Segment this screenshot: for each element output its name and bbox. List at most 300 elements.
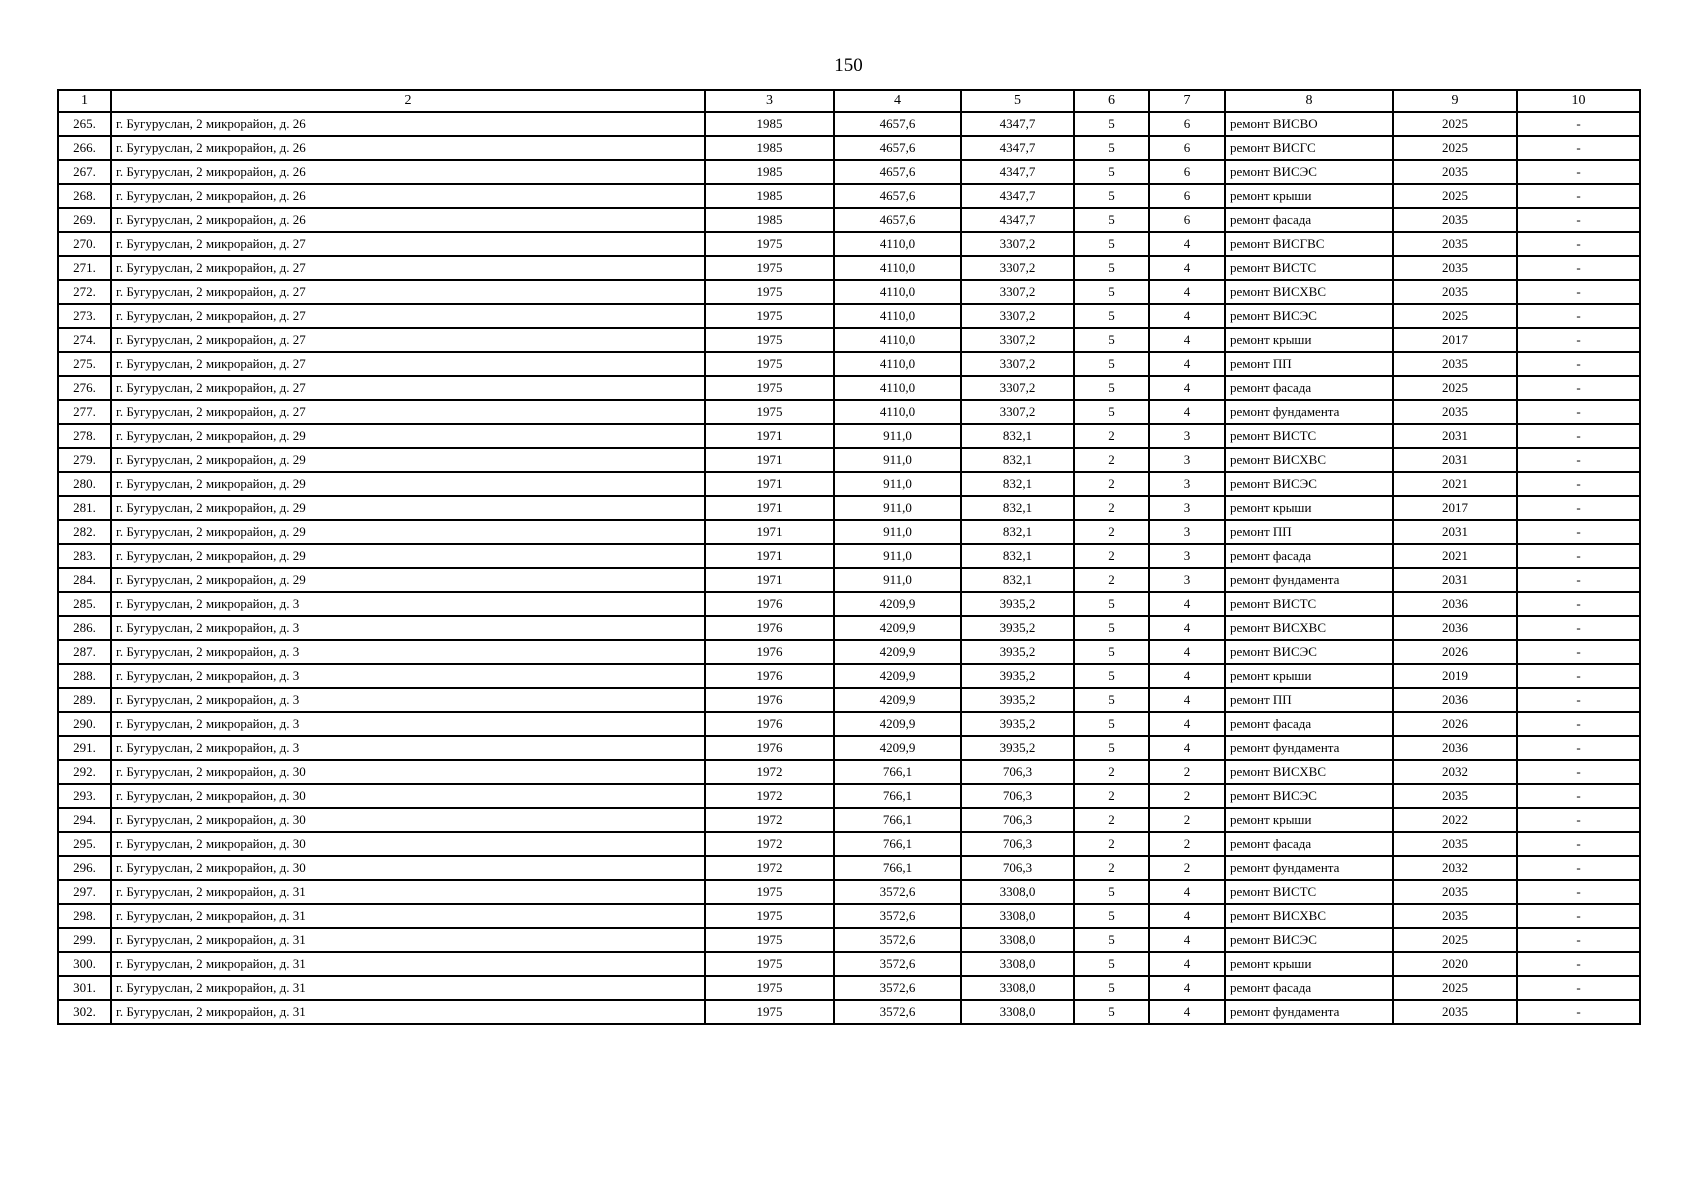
table-row — [58, 160, 1640, 184]
living-area-cell: 832,1 — [961, 544, 1074, 568]
planned-year-cell: 2031 — [1393, 448, 1517, 472]
page-number: 150 — [834, 55, 863, 76]
row-number-cell: 273. — [58, 304, 111, 328]
table-header-row — [58, 90, 1640, 112]
total-area-cell: 911,0 — [834, 544, 961, 568]
table-row — [58, 904, 1640, 928]
work-type-cell: ремонт крыши — [1225, 664, 1393, 688]
address-cell: г. Бугуруслан, 2 микрорайон, д. 27 — [111, 352, 705, 376]
living-area-cell: 4347,7 — [961, 160, 1074, 184]
entrances-cell: 4 — [1149, 304, 1225, 328]
total-area-cell: 4657,6 — [834, 136, 961, 160]
total-area-cell: 911,0 — [834, 448, 961, 472]
total-area-cell: 4657,6 — [834, 184, 961, 208]
note-cell: - — [1517, 376, 1640, 400]
table-row — [58, 136, 1640, 160]
year-built-cell: 1975 — [705, 376, 834, 400]
living-area-cell: 706,3 — [961, 808, 1074, 832]
work-type-cell: ремонт крыши — [1225, 328, 1393, 352]
planned-year-cell: 2032 — [1393, 760, 1517, 784]
note-cell: - — [1517, 472, 1640, 496]
total-area-cell: 3572,6 — [834, 904, 961, 928]
address-cell: г. Бугуруслан, 2 микрорайон, д. 29 — [111, 544, 705, 568]
address-cell: г. Бугуруслан, 2 микрорайон, д. 27 — [111, 376, 705, 400]
planned-year-cell: 2025 — [1393, 976, 1517, 1000]
work-type-cell: ремонт ПП — [1225, 352, 1393, 376]
address-cell: г. Бугуруслан, 2 микрорайон, д. 29 — [111, 520, 705, 544]
living-area-cell: 3935,2 — [961, 712, 1074, 736]
table-row — [58, 448, 1640, 472]
floors-cell: 2 — [1074, 472, 1149, 496]
note-cell: - — [1517, 448, 1640, 472]
planned-year-cell: 2036 — [1393, 592, 1517, 616]
floors-cell: 5 — [1074, 280, 1149, 304]
row-number-cell: 291. — [58, 736, 111, 760]
note-cell: - — [1517, 256, 1640, 280]
note-cell: - — [1517, 352, 1640, 376]
planned-year-cell: 2035 — [1393, 784, 1517, 808]
year-built-cell: 1972 — [705, 784, 834, 808]
planned-year-cell: 2017 — [1393, 328, 1517, 352]
year-built-cell: 1975 — [705, 352, 834, 376]
row-number-cell: 286. — [58, 616, 111, 640]
table-row — [58, 208, 1640, 232]
table-row — [58, 304, 1640, 328]
note-cell: - — [1517, 112, 1640, 136]
entrances-cell: 2 — [1149, 856, 1225, 880]
note-cell: - — [1517, 856, 1640, 880]
note-cell: - — [1517, 424, 1640, 448]
total-area-cell: 911,0 — [834, 496, 961, 520]
total-area-cell: 4657,6 — [834, 112, 961, 136]
row-number-cell: 288. — [58, 664, 111, 688]
planned-year-cell: 2025 — [1393, 184, 1517, 208]
year-built-cell: 1971 — [705, 496, 834, 520]
table-row — [58, 880, 1640, 904]
column-header: 4 — [834, 90, 961, 112]
address-cell: г. Бугуруслан, 2 микрорайон, д. 29 — [111, 448, 705, 472]
work-type-cell: ремонт ВИСЭС — [1225, 304, 1393, 328]
year-built-cell: 1975 — [705, 328, 834, 352]
floors-cell: 5 — [1074, 688, 1149, 712]
planned-year-cell: 2035 — [1393, 256, 1517, 280]
address-cell: г. Бугуруслан, 2 микрорайон, д. 27 — [111, 256, 705, 280]
year-built-cell: 1971 — [705, 448, 834, 472]
living-area-cell: 3307,2 — [961, 376, 1074, 400]
row-number-cell: 278. — [58, 424, 111, 448]
row-number-cell: 290. — [58, 712, 111, 736]
entrances-cell: 4 — [1149, 328, 1225, 352]
address-cell: г. Бугуруслан, 2 микрорайон, д. 29 — [111, 496, 705, 520]
total-area-cell: 4209,9 — [834, 664, 961, 688]
note-cell: - — [1517, 232, 1640, 256]
entrances-cell: 4 — [1149, 616, 1225, 640]
living-area-cell: 3308,0 — [961, 1000, 1074, 1024]
floors-cell: 2 — [1074, 808, 1149, 832]
planned-year-cell: 2035 — [1393, 832, 1517, 856]
address-cell: г. Бугуруслан, 2 микрорайон, д. 27 — [111, 400, 705, 424]
work-type-cell: ремонт ВИСХВС — [1225, 760, 1393, 784]
row-number-cell: 274. — [58, 328, 111, 352]
floors-cell: 2 — [1074, 760, 1149, 784]
note-cell: - — [1517, 496, 1640, 520]
address-cell: г. Бугуруслан, 2 микрорайон, д. 3 — [111, 736, 705, 760]
year-built-cell: 1975 — [705, 1000, 834, 1024]
total-area-cell: 911,0 — [834, 520, 961, 544]
note-cell: - — [1517, 304, 1640, 328]
year-built-cell: 1985 — [705, 136, 834, 160]
table-row — [58, 784, 1640, 808]
note-cell: - — [1517, 544, 1640, 568]
table-row — [58, 400, 1640, 424]
entrances-cell: 4 — [1149, 712, 1225, 736]
work-type-cell: ремонт фундамента — [1225, 400, 1393, 424]
floors-cell: 5 — [1074, 928, 1149, 952]
entrances-cell: 6 — [1149, 184, 1225, 208]
address-cell: г. Бугуруслан, 2 микрорайон, д. 31 — [111, 952, 705, 976]
row-number-cell: 276. — [58, 376, 111, 400]
total-area-cell: 4110,0 — [834, 232, 961, 256]
work-type-cell: ремонт ВИСЭС — [1225, 160, 1393, 184]
year-built-cell: 1971 — [705, 520, 834, 544]
note-cell: - — [1517, 760, 1640, 784]
table-row — [58, 376, 1640, 400]
row-number-cell: 265. — [58, 112, 111, 136]
planned-year-cell: 2035 — [1393, 232, 1517, 256]
table-row — [58, 520, 1640, 544]
row-number-cell: 297. — [58, 880, 111, 904]
floors-cell: 5 — [1074, 304, 1149, 328]
entrances-cell: 4 — [1149, 352, 1225, 376]
work-type-cell: ремонт фасада — [1225, 544, 1393, 568]
floors-cell: 5 — [1074, 736, 1149, 760]
living-area-cell: 3308,0 — [961, 952, 1074, 976]
row-number-cell: 269. — [58, 208, 111, 232]
planned-year-cell: 2035 — [1393, 880, 1517, 904]
living-area-cell: 3307,2 — [961, 280, 1074, 304]
floors-cell: 5 — [1074, 328, 1149, 352]
living-area-cell: 832,1 — [961, 568, 1074, 592]
work-type-cell: ремонт ПП — [1225, 520, 1393, 544]
living-area-cell: 3935,2 — [961, 688, 1074, 712]
entrances-cell: 3 — [1149, 472, 1225, 496]
note-cell: - — [1517, 520, 1640, 544]
total-area-cell: 3572,6 — [834, 976, 961, 1000]
note-cell: - — [1517, 880, 1640, 904]
table-row — [58, 688, 1640, 712]
work-type-cell: ремонт ВИСХВС — [1225, 616, 1393, 640]
note-cell: - — [1517, 904, 1640, 928]
floors-cell: 5 — [1074, 256, 1149, 280]
total-area-cell: 4110,0 — [834, 256, 961, 280]
total-area-cell: 4209,9 — [834, 640, 961, 664]
table-row — [58, 928, 1640, 952]
entrances-cell: 4 — [1149, 976, 1225, 1000]
year-built-cell: 1975 — [705, 400, 834, 424]
floors-cell: 5 — [1074, 208, 1149, 232]
total-area-cell: 4209,9 — [834, 616, 961, 640]
total-area-cell: 911,0 — [834, 568, 961, 592]
living-area-cell: 3308,0 — [961, 904, 1074, 928]
row-number-cell: 272. — [58, 280, 111, 304]
living-area-cell: 3307,2 — [961, 304, 1074, 328]
column-header: 7 — [1149, 90, 1225, 112]
work-type-cell: ремонт ВИСХВС — [1225, 448, 1393, 472]
note-cell: - — [1517, 736, 1640, 760]
row-number-cell: 292. — [58, 760, 111, 784]
row-number-cell: 294. — [58, 808, 111, 832]
entrances-cell: 4 — [1149, 256, 1225, 280]
total-area-cell: 4657,6 — [834, 160, 961, 184]
work-type-cell: ремонт ВИСГВС — [1225, 232, 1393, 256]
row-number-cell: 281. — [58, 496, 111, 520]
planned-year-cell: 2020 — [1393, 952, 1517, 976]
planned-year-cell: 2035 — [1393, 904, 1517, 928]
living-area-cell: 3307,2 — [961, 352, 1074, 376]
note-cell: - — [1517, 784, 1640, 808]
planned-year-cell: 2025 — [1393, 136, 1517, 160]
entrances-cell: 4 — [1149, 592, 1225, 616]
table-row — [58, 832, 1640, 856]
floors-cell: 5 — [1074, 640, 1149, 664]
living-area-cell: 4347,7 — [961, 112, 1074, 136]
work-type-cell: ремонт ВИСТС — [1225, 880, 1393, 904]
row-number-cell: 302. — [58, 1000, 111, 1024]
entrances-cell: 2 — [1149, 760, 1225, 784]
work-type-cell: ремонт ПП — [1225, 688, 1393, 712]
entrances-cell: 4 — [1149, 376, 1225, 400]
entrances-cell: 4 — [1149, 640, 1225, 664]
address-cell: г. Бугуруслан, 2 микрорайон, д. 27 — [111, 328, 705, 352]
table-row — [58, 256, 1640, 280]
planned-year-cell: 2022 — [1393, 808, 1517, 832]
address-cell: г. Бугуруслан, 2 микрорайон, д. 3 — [111, 616, 705, 640]
year-built-cell: 1985 — [705, 208, 834, 232]
living-area-cell: 3307,2 — [961, 232, 1074, 256]
entrances-cell: 2 — [1149, 808, 1225, 832]
row-number-cell: 284. — [58, 568, 111, 592]
entrances-cell: 6 — [1149, 136, 1225, 160]
total-area-cell: 4110,0 — [834, 280, 961, 304]
planned-year-cell: 2025 — [1393, 928, 1517, 952]
entrances-cell: 4 — [1149, 400, 1225, 424]
year-built-cell: 1971 — [705, 472, 834, 496]
address-cell: г. Бугуруслан, 2 микрорайон, д. 31 — [111, 904, 705, 928]
address-cell: г. Бугуруслан, 2 микрорайон, д. 31 — [111, 1000, 705, 1024]
note-cell: - — [1517, 976, 1640, 1000]
note-cell: - — [1517, 328, 1640, 352]
row-number-cell: 289. — [58, 688, 111, 712]
floors-cell: 2 — [1074, 544, 1149, 568]
total-area-cell: 3572,6 — [834, 952, 961, 976]
table-row — [58, 184, 1640, 208]
year-built-cell: 1976 — [705, 640, 834, 664]
total-area-cell: 766,1 — [834, 784, 961, 808]
floors-cell: 5 — [1074, 712, 1149, 736]
row-number-cell: 277. — [58, 400, 111, 424]
planned-year-cell: 2025 — [1393, 112, 1517, 136]
note-cell: - — [1517, 712, 1640, 736]
entrances-cell: 4 — [1149, 952, 1225, 976]
address-cell: г. Бугуруслан, 2 микрорайон, д. 3 — [111, 640, 705, 664]
table-row — [58, 280, 1640, 304]
floors-cell: 2 — [1074, 784, 1149, 808]
column-header: 8 — [1225, 90, 1393, 112]
year-built-cell: 1975 — [705, 304, 834, 328]
work-type-cell: ремонт фундамента — [1225, 1000, 1393, 1024]
note-cell: - — [1517, 160, 1640, 184]
living-area-cell: 3307,2 — [961, 328, 1074, 352]
note-cell: - — [1517, 208, 1640, 232]
address-cell: г. Бугуруслан, 2 микрорайон, д. 27 — [111, 232, 705, 256]
floors-cell: 5 — [1074, 160, 1149, 184]
work-type-cell: ремонт крыши — [1225, 184, 1393, 208]
living-area-cell: 832,1 — [961, 520, 1074, 544]
note-cell: - — [1517, 184, 1640, 208]
entrances-cell: 4 — [1149, 928, 1225, 952]
floors-cell: 5 — [1074, 232, 1149, 256]
row-number-cell: 279. — [58, 448, 111, 472]
living-area-cell: 4347,7 — [961, 184, 1074, 208]
year-built-cell: 1976 — [705, 616, 834, 640]
year-built-cell: 1975 — [705, 232, 834, 256]
column-header: 2 — [111, 90, 705, 112]
total-area-cell: 911,0 — [834, 424, 961, 448]
table-row — [58, 976, 1640, 1000]
row-number-cell: 296. — [58, 856, 111, 880]
note-cell: - — [1517, 136, 1640, 160]
work-type-cell: ремонт ВИСЭС — [1225, 784, 1393, 808]
year-built-cell: 1975 — [705, 976, 834, 1000]
total-area-cell: 3572,6 — [834, 1000, 961, 1024]
floors-cell: 5 — [1074, 112, 1149, 136]
total-area-cell: 766,1 — [834, 760, 961, 784]
floors-cell: 5 — [1074, 352, 1149, 376]
planned-year-cell: 2021 — [1393, 472, 1517, 496]
row-number-cell: 298. — [58, 904, 111, 928]
year-built-cell: 1976 — [705, 736, 834, 760]
work-type-cell: ремонт фасада — [1225, 376, 1393, 400]
address-cell: г. Бугуруслан, 2 микрорайон, д. 27 — [111, 304, 705, 328]
year-built-cell: 1985 — [705, 184, 834, 208]
row-number-cell: 267. — [58, 160, 111, 184]
note-cell: - — [1517, 688, 1640, 712]
table-row — [58, 568, 1640, 592]
year-built-cell: 1975 — [705, 952, 834, 976]
row-number-cell: 280. — [58, 472, 111, 496]
column-header: 1 — [58, 90, 111, 112]
table-row — [58, 808, 1640, 832]
address-cell: г. Бугуруслан, 2 микрорайон, д. 30 — [111, 760, 705, 784]
planned-year-cell: 2031 — [1393, 568, 1517, 592]
floors-cell: 5 — [1074, 184, 1149, 208]
planned-year-cell: 2035 — [1393, 352, 1517, 376]
address-cell: г. Бугуруслан, 2 микрорайон, д. 29 — [111, 424, 705, 448]
planned-year-cell: 2026 — [1393, 640, 1517, 664]
address-cell: г. Бугуруслан, 2 микрорайон, д. 31 — [111, 976, 705, 1000]
year-built-cell: 1976 — [705, 712, 834, 736]
entrances-cell: 4 — [1149, 232, 1225, 256]
work-type-cell: ремонт ВИСТС — [1225, 592, 1393, 616]
address-cell: г. Бугуруслан, 2 микрорайон, д. 3 — [111, 712, 705, 736]
table-row — [58, 856, 1640, 880]
work-type-cell: ремонт фундамента — [1225, 736, 1393, 760]
total-area-cell: 4657,6 — [834, 208, 961, 232]
floors-cell: 2 — [1074, 832, 1149, 856]
floors-cell: 2 — [1074, 520, 1149, 544]
work-type-cell: ремонт ВИСТС — [1225, 424, 1393, 448]
year-built-cell: 1976 — [705, 664, 834, 688]
floors-cell: 5 — [1074, 1000, 1149, 1024]
column-header: 9 — [1393, 90, 1517, 112]
work-type-cell: ремонт ВИСГС — [1225, 136, 1393, 160]
entrances-cell: 4 — [1149, 688, 1225, 712]
address-cell: г. Бугуруслан, 2 микрорайон, д. 3 — [111, 592, 705, 616]
note-cell: - — [1517, 568, 1640, 592]
note-cell: - — [1517, 616, 1640, 640]
row-number-cell: 268. — [58, 184, 111, 208]
column-header: 5 — [961, 90, 1074, 112]
row-number-cell: 299. — [58, 928, 111, 952]
table-row — [58, 760, 1640, 784]
table-row — [58, 736, 1640, 760]
planned-year-cell: 2035 — [1393, 208, 1517, 232]
total-area-cell: 4209,9 — [834, 736, 961, 760]
work-type-cell: ремонт ВИСХВС — [1225, 280, 1393, 304]
year-built-cell: 1975 — [705, 880, 834, 904]
address-cell: г. Бугуруслан, 2 микрорайон, д. 26 — [111, 112, 705, 136]
entrances-cell: 6 — [1149, 112, 1225, 136]
entrances-cell: 3 — [1149, 568, 1225, 592]
row-number-cell: 287. — [58, 640, 111, 664]
work-type-cell: ремонт фасада — [1225, 832, 1393, 856]
floors-cell: 5 — [1074, 952, 1149, 976]
planned-year-cell: 2035 — [1393, 1000, 1517, 1024]
work-type-cell: ремонт ВИСЭС — [1225, 640, 1393, 664]
floors-cell: 5 — [1074, 616, 1149, 640]
address-cell: г. Бугуруслан, 2 микрорайон, д. 26 — [111, 160, 705, 184]
table-row — [58, 424, 1640, 448]
floors-cell: 2 — [1074, 856, 1149, 880]
year-built-cell: 1975 — [705, 904, 834, 928]
note-cell: - — [1517, 928, 1640, 952]
planned-year-cell: 2025 — [1393, 304, 1517, 328]
entrances-cell: 4 — [1149, 880, 1225, 904]
planned-year-cell: 2035 — [1393, 280, 1517, 304]
living-area-cell: 706,3 — [961, 832, 1074, 856]
work-type-cell: ремонт фасада — [1225, 712, 1393, 736]
floors-cell: 5 — [1074, 400, 1149, 424]
living-area-cell: 832,1 — [961, 424, 1074, 448]
entrances-cell: 4 — [1149, 736, 1225, 760]
address-cell: г. Бугуруслан, 2 микрорайон, д. 31 — [111, 880, 705, 904]
column-header: 10 — [1517, 90, 1640, 112]
table-row — [58, 640, 1640, 664]
table-row — [58, 328, 1640, 352]
living-area-cell: 706,3 — [961, 856, 1074, 880]
entrances-cell: 3 — [1149, 520, 1225, 544]
year-built-cell: 1972 — [705, 856, 834, 880]
year-built-cell: 1976 — [705, 592, 834, 616]
work-type-cell: ремонт ВИСТС — [1225, 256, 1393, 280]
total-area-cell: 4110,0 — [834, 376, 961, 400]
column-header: 3 — [705, 90, 834, 112]
row-number-cell: 300. — [58, 952, 111, 976]
floors-cell: 5 — [1074, 376, 1149, 400]
row-number-cell: 282. — [58, 520, 111, 544]
living-area-cell: 3307,2 — [961, 256, 1074, 280]
living-area-cell: 3935,2 — [961, 616, 1074, 640]
